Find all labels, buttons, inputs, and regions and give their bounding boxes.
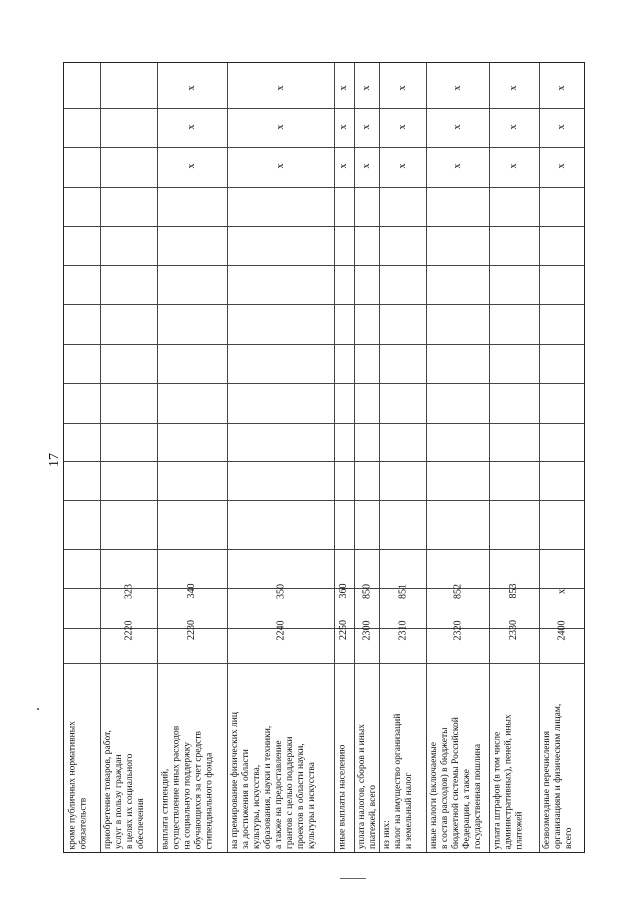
cross-mark: x xyxy=(451,163,463,169)
cross-mark: x xyxy=(508,163,519,169)
line-code: 2250 xyxy=(338,620,349,640)
grid-line xyxy=(64,549,584,550)
grid-line xyxy=(64,108,584,109)
data-table xyxy=(63,62,585,853)
cross-mark: x xyxy=(186,163,197,169)
row-name: иные налоги (включаемые в состав расходов) в бюджеты бюджетной системы Российской Федерации, а также государственная пошлина xyxy=(429,717,483,849)
line-code: 2310 xyxy=(396,620,408,640)
cross-mark: x xyxy=(338,163,349,169)
row-name: уплата штрафов (в том числе административных), пеней, иных платежей xyxy=(492,713,524,849)
grid-line xyxy=(64,383,584,384)
grid-line xyxy=(64,461,584,462)
line-code: 2320 xyxy=(451,620,463,640)
cross-mark: x xyxy=(338,124,349,130)
grid-line xyxy=(64,423,584,424)
line-code: 2400 xyxy=(555,620,567,640)
grid-line xyxy=(64,226,584,227)
cross-mark: x xyxy=(451,85,463,91)
cross-mark: x xyxy=(338,85,349,91)
budget-code: 350 xyxy=(274,583,286,599)
cross-mark: x xyxy=(555,163,567,169)
line-code: 2330 xyxy=(508,620,519,640)
budget-code: 360 xyxy=(338,583,349,599)
row-name: на премирование физических лиц за достижения в области культуры, искусства, образования, науки и техники, а также на предоставление грантов с целью поддержки проектов в области науки, культуры и искусства xyxy=(230,712,317,849)
cross-mark: x xyxy=(555,85,567,91)
row-divider xyxy=(379,63,380,852)
row-divider xyxy=(227,63,228,852)
budget-code: 850 xyxy=(360,583,372,599)
row-divider xyxy=(334,63,335,852)
row-divider xyxy=(426,63,427,852)
page-number: 17 xyxy=(47,453,62,467)
line-code: 2240 xyxy=(274,620,286,640)
row-name: приобретение товаров, работ, услуг в пользу граждан в целях их социального обеспечения xyxy=(103,730,146,849)
row-divider xyxy=(539,63,540,852)
grid-line xyxy=(64,344,584,345)
budget-code: 852 xyxy=(451,583,463,599)
line-code: 2300 xyxy=(360,620,372,640)
budget-code: 340 xyxy=(186,583,197,599)
cross-mark: x xyxy=(360,124,372,130)
cross-mark: x xyxy=(274,85,286,91)
row-name: уплата налогов, сборов и иных платежей, всего xyxy=(357,724,378,849)
cross-mark: x xyxy=(396,85,408,91)
line-code: 2220 xyxy=(122,620,134,640)
grid-line xyxy=(64,304,584,305)
row-name: из них: налог на имущество организаций и земельный налог xyxy=(382,713,414,849)
row-name: безвозмездные перечисления организациям и физическим лицам, всего xyxy=(542,703,574,849)
row-divider xyxy=(100,63,101,852)
row-name: выплата стипендий, осуществление иных расходов на социальную поддержку обучающихся за счет средств стипендиального фонда xyxy=(160,725,214,849)
grid-line xyxy=(64,187,584,188)
cross-mark: x xyxy=(186,124,197,130)
row-name: иные выплаты населению xyxy=(337,744,347,849)
cross-mark: x xyxy=(396,163,408,169)
scan-dot xyxy=(37,708,39,710)
cross-mark: x xyxy=(274,163,286,169)
cross-mark: x xyxy=(508,124,519,130)
cross-mark: x xyxy=(555,124,567,130)
cross-mark: x xyxy=(186,85,197,91)
cross-mark: x xyxy=(451,124,463,130)
grid-line xyxy=(64,500,584,501)
scan-mark xyxy=(340,878,366,879)
budget-code: 853 xyxy=(508,583,519,599)
cross-mark: x xyxy=(508,85,519,91)
row-divider xyxy=(489,63,490,852)
line-code: 2230 xyxy=(186,620,197,640)
budget-code: 323 xyxy=(122,583,134,599)
grid-line xyxy=(64,265,584,266)
row-name: кроме публичных нормативных обязательств xyxy=(67,720,88,849)
cross-mark: x xyxy=(396,124,408,130)
cross-mark: x xyxy=(360,163,372,169)
row-divider xyxy=(354,63,355,852)
cross-mark: x xyxy=(274,124,286,130)
budget-code: 851 xyxy=(396,583,408,599)
budget-code: x xyxy=(555,588,567,594)
row-divider xyxy=(157,63,158,852)
cross-mark: x xyxy=(360,85,372,91)
grid-line xyxy=(64,147,584,148)
